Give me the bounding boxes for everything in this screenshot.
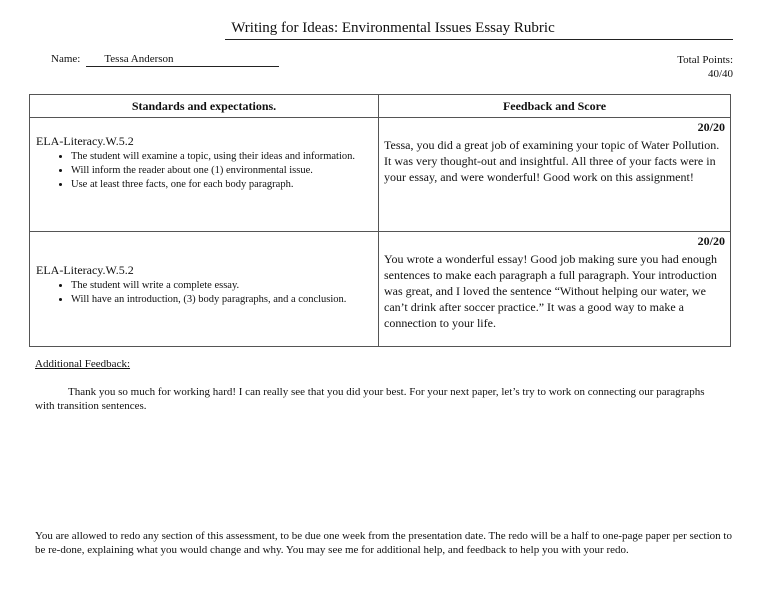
list-item: • The student will write a complete essay. bbox=[71, 279, 372, 293]
name-label: Name: bbox=[51, 53, 81, 65]
redo-note: You are allowed to redo any section of this assessment, to be due one week from the presentation date. The redo will be a half to one-page paper per section to be re-done, explaining what you would change and why. You may see me for additional help, and feedback to help you with your redo. bbox=[35, 530, 732, 556]
document-title: Writing for Ideas: Environmental Issues Essay Rubric bbox=[231, 20, 555, 36]
additional-feedback-text: Thank you so much for working hard! I can really see that you did your best. For your next paper, let’s try to work on connecting our paragraphs with transition sentences. bbox=[35, 386, 705, 412]
student-name: Tessa Anderson bbox=[86, 53, 279, 67]
standard-code: ELA-Literacy.W.5.2 bbox=[36, 134, 134, 148]
header-standards: Standards and expectations. bbox=[30, 95, 379, 118]
total-points bbox=[677, 53, 733, 81]
rubric-table bbox=[29, 94, 731, 347]
standard-code: ELA-Literacy.W.5.2 bbox=[36, 263, 134, 277]
feedback-cell bbox=[379, 118, 731, 232]
expectations-list bbox=[36, 279, 372, 307]
expectations-list bbox=[36, 150, 372, 192]
total-points-value: 40/40 bbox=[707, 68, 733, 80]
header-feedback: Feedback and Score bbox=[379, 95, 731, 118]
feedback-cell bbox=[379, 232, 731, 347]
feedback-text: You wrote a wonderful essay! Good job making sure you had enough sentences to make each paragraph a full paragraph. Your introduction was great, and I loved the sentence “Without helping our water, we can’t drink after soccer practice.” It was a good way to make a connection to your life. bbox=[384, 252, 718, 330]
list-item: • Use at least three facts, one for each body paragraph. bbox=[71, 178, 372, 192]
list-item: • The student will examine a topic, using their ideas and information. bbox=[71, 150, 372, 164]
list-item: • Will inform the reader about one (1) environmental issue. bbox=[71, 164, 372, 178]
feedback-text: Tessa, you did a great job of examining your topic of Water Pollution. It was very thought-out and insightful. All three of your facts were in your essay, and were wonderful! Good work on this assignment! bbox=[384, 138, 720, 184]
score: 20/20 bbox=[697, 234, 725, 248]
table-row bbox=[30, 118, 731, 232]
score: 20/20 bbox=[697, 120, 725, 134]
table-row bbox=[30, 232, 731, 347]
additional-feedback-label: Additional Feedback: bbox=[35, 358, 131, 370]
title-underline bbox=[225, 39, 733, 40]
total-points-label: Total Points: bbox=[677, 54, 733, 66]
name-row bbox=[51, 53, 279, 67]
standards-cell bbox=[30, 118, 379, 232]
rubric-header-row bbox=[30, 95, 731, 118]
standards-cell bbox=[30, 232, 379, 347]
list-item: • Will have an introduction, (3) body paragraphs, and a conclusion. bbox=[71, 293, 372, 307]
